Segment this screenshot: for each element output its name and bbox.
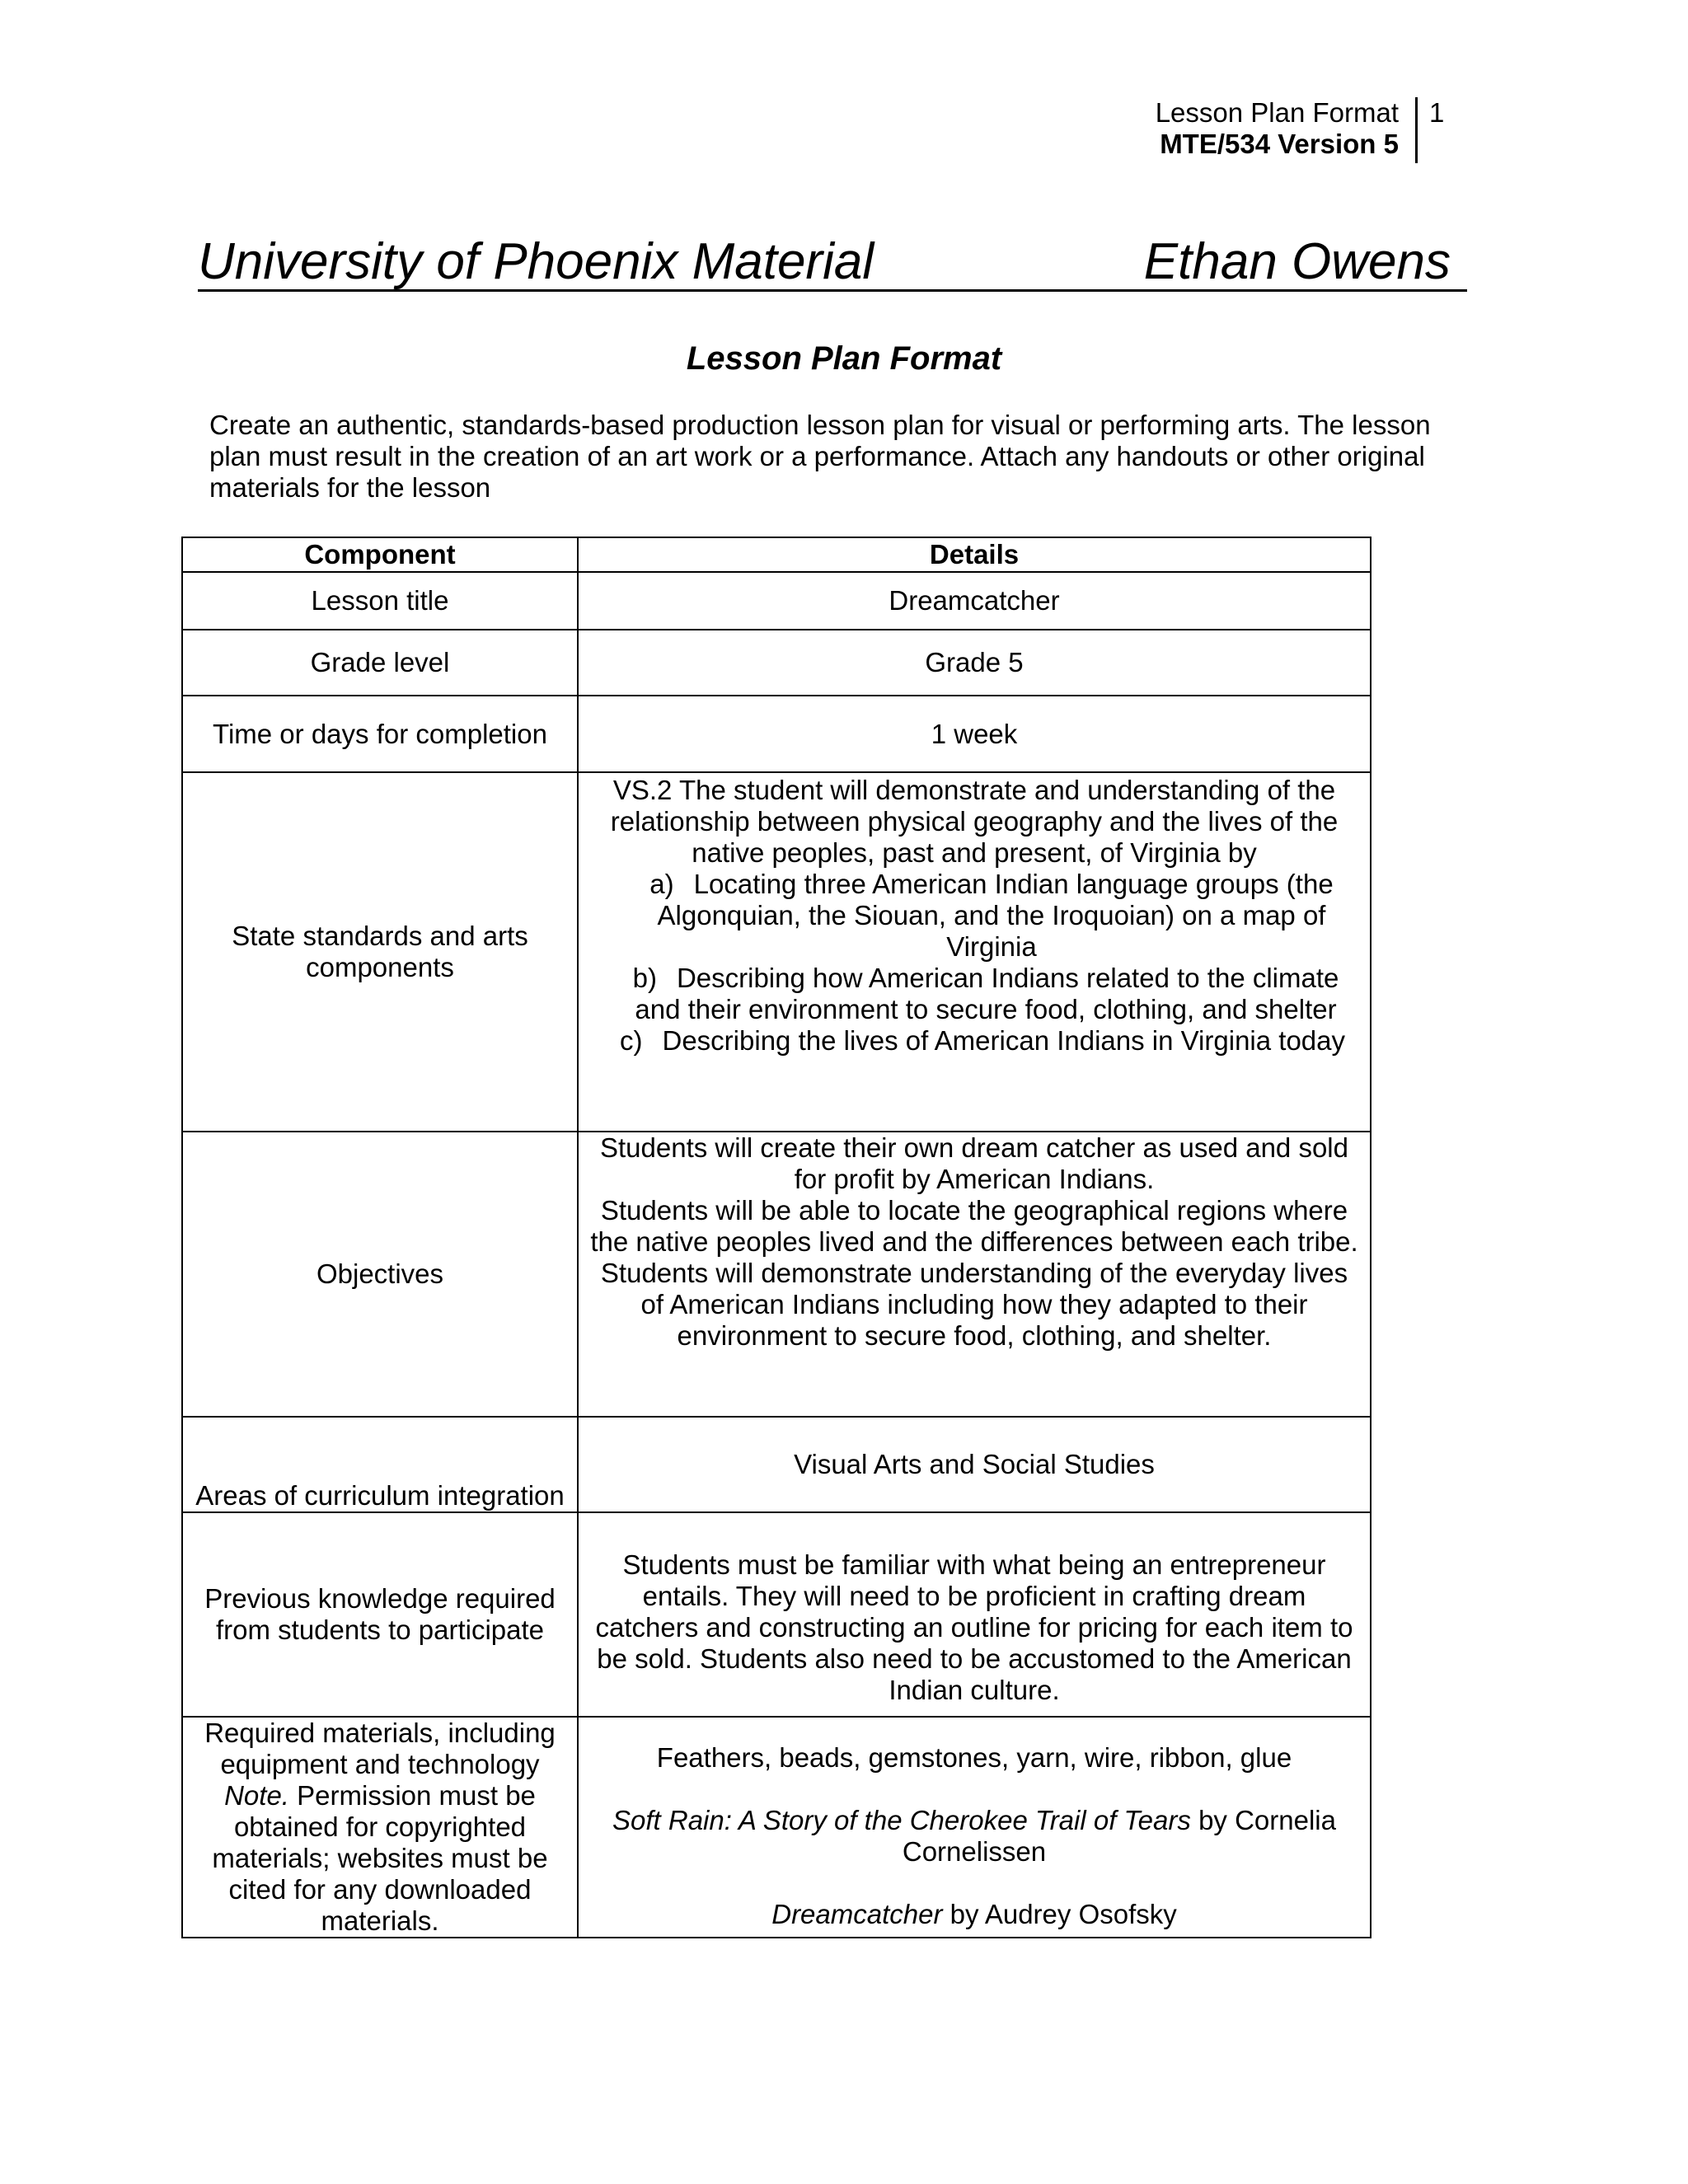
row-label-lesson-title: Lesson title <box>182 572 578 630</box>
materials-book-1 <box>590 1805 1358 1868</box>
column-header-component: Component <box>182 537 578 572</box>
objective-line: Students will create their own dream catcher as used and sold for profit by American Indians. <box>600 1132 1348 1194</box>
table-row <box>182 1417 1371 1512</box>
spacer <box>590 1774 1358 1805</box>
table-row <box>182 696 1371 772</box>
page-title: Lesson Plan Format <box>686 340 1002 377</box>
row-label-standards: State standards and arts components <box>182 772 578 1132</box>
objective-line: Students will be able to locate the geographical regions where the native peoples lived and the differences between each tribe. <box>590 1195 1358 1257</box>
book-title: Soft Rain: A Story of the Cherokee Trail of Tears <box>612 1805 1191 1835</box>
materials-note <box>195 1780 565 1937</box>
list-item-text: Describing how American Indians related to the climate and their environment to secure food, clothing, and shelter <box>635 963 1339 1024</box>
table-row <box>182 772 1371 1132</box>
list-marker: b) <box>632 963 657 993</box>
book-author: by Audrey Osofsky <box>950 1899 1177 1929</box>
note-word: Note. <box>224 1780 289 1811</box>
table-row <box>182 630 1371 696</box>
list-item <box>590 1025 1358 1057</box>
page-number: 1 <box>1429 97 1445 128</box>
grade-level-value: Grade 5 <box>578 630 1371 696</box>
title-row <box>198 232 1467 292</box>
row-label-integration: Areas of curriculum integration <box>182 1417 578 1512</box>
header-line-1: Lesson Plan Format <box>1155 97 1399 128</box>
lesson-plan-table <box>181 537 1372 1938</box>
list-marker: c) <box>620 1025 643 1056</box>
list-marker: a) <box>649 869 674 899</box>
table-row <box>182 1512 1371 1717</box>
materials-book-2 <box>590 1899 1358 1930</box>
standards-intro: VS.2 The student will demonstrate and understanding of the relationship between physical geography and the lives of the native peoples, past and present, of Virginia by <box>610 775 1339 868</box>
time-value: 1 week <box>578 696 1371 772</box>
objective-line: Students will demonstrate understanding of the everyday lives of American Indians including how they adapted to their environment to secure food, clothing, and shelter. <box>600 1258 1348 1351</box>
table-row <box>182 1717 1371 1938</box>
table-row <box>182 1132 1371 1417</box>
standards-details <box>578 772 1371 1132</box>
row-label-materials <box>182 1717 578 1938</box>
prior-knowledge-value: Students must be familiar with what being an entrepreneur entails. They will need to be proficient in crafting dream catchers and constructing an outline for pricing for each item to be sold. Students also need to be accustomed to the American Indian culture. <box>578 1512 1371 1717</box>
intro-paragraph: Create an authentic, standards-based production lesson plan for visual or performing arts. The lesson plan must result in the creation of an art work or a performance. Attach any handouts or other original materials for the lesson <box>209 410 1431 503</box>
table-row <box>182 572 1371 630</box>
row-label-prior-knowledge: Previous knowledge required from students to participate <box>182 1512 578 1717</box>
integration-value: Visual Arts and Social Studies <box>578 1417 1371 1512</box>
materials-label: Required materials, including equipment and technology <box>204 1718 556 1779</box>
table-header-row <box>182 537 1371 572</box>
row-label-time: Time or days for completion <box>182 696 578 772</box>
standards-list <box>590 869 1358 1057</box>
spacer <box>590 1868 1358 1899</box>
row-label-grade-level: Grade level <box>182 630 578 696</box>
list-item-text: Describing the lives of American Indians in Virginia today <box>662 1025 1345 1056</box>
note-text: Permission must be obtained for copyrighted materials; websites must be cited for any downloaded materials. <box>212 1780 548 1936</box>
header-line-2: MTE/534 Version 5 <box>1160 129 1399 159</box>
objectives-details <box>578 1132 1371 1417</box>
book-author: by Cornelia Cornelissen <box>902 1805 1336 1867</box>
list-item-text: Locating three American Indian language groups (the Algonquian, the Siouan, and the Iroquoian) on a map of Virginia <box>657 869 1334 962</box>
document-title: University of Phoenix Material <box>198 233 874 290</box>
column-header-details: Details <box>578 537 1371 572</box>
row-label-objectives: Objectives <box>182 1132 578 1417</box>
book-title: Dreamcatcher <box>771 1899 943 1929</box>
list-item <box>590 869 1358 963</box>
page-header <box>1140 97 1418 163</box>
author-name: Ethan Owens <box>1143 233 1451 290</box>
list-item <box>590 963 1358 1025</box>
materials-details <box>578 1717 1371 1938</box>
lesson-title-value: Dreamcatcher <box>578 572 1371 630</box>
materials-supplies: Feathers, beads, gemstones, yarn, wire, ribbon, glue <box>656 1742 1292 1773</box>
